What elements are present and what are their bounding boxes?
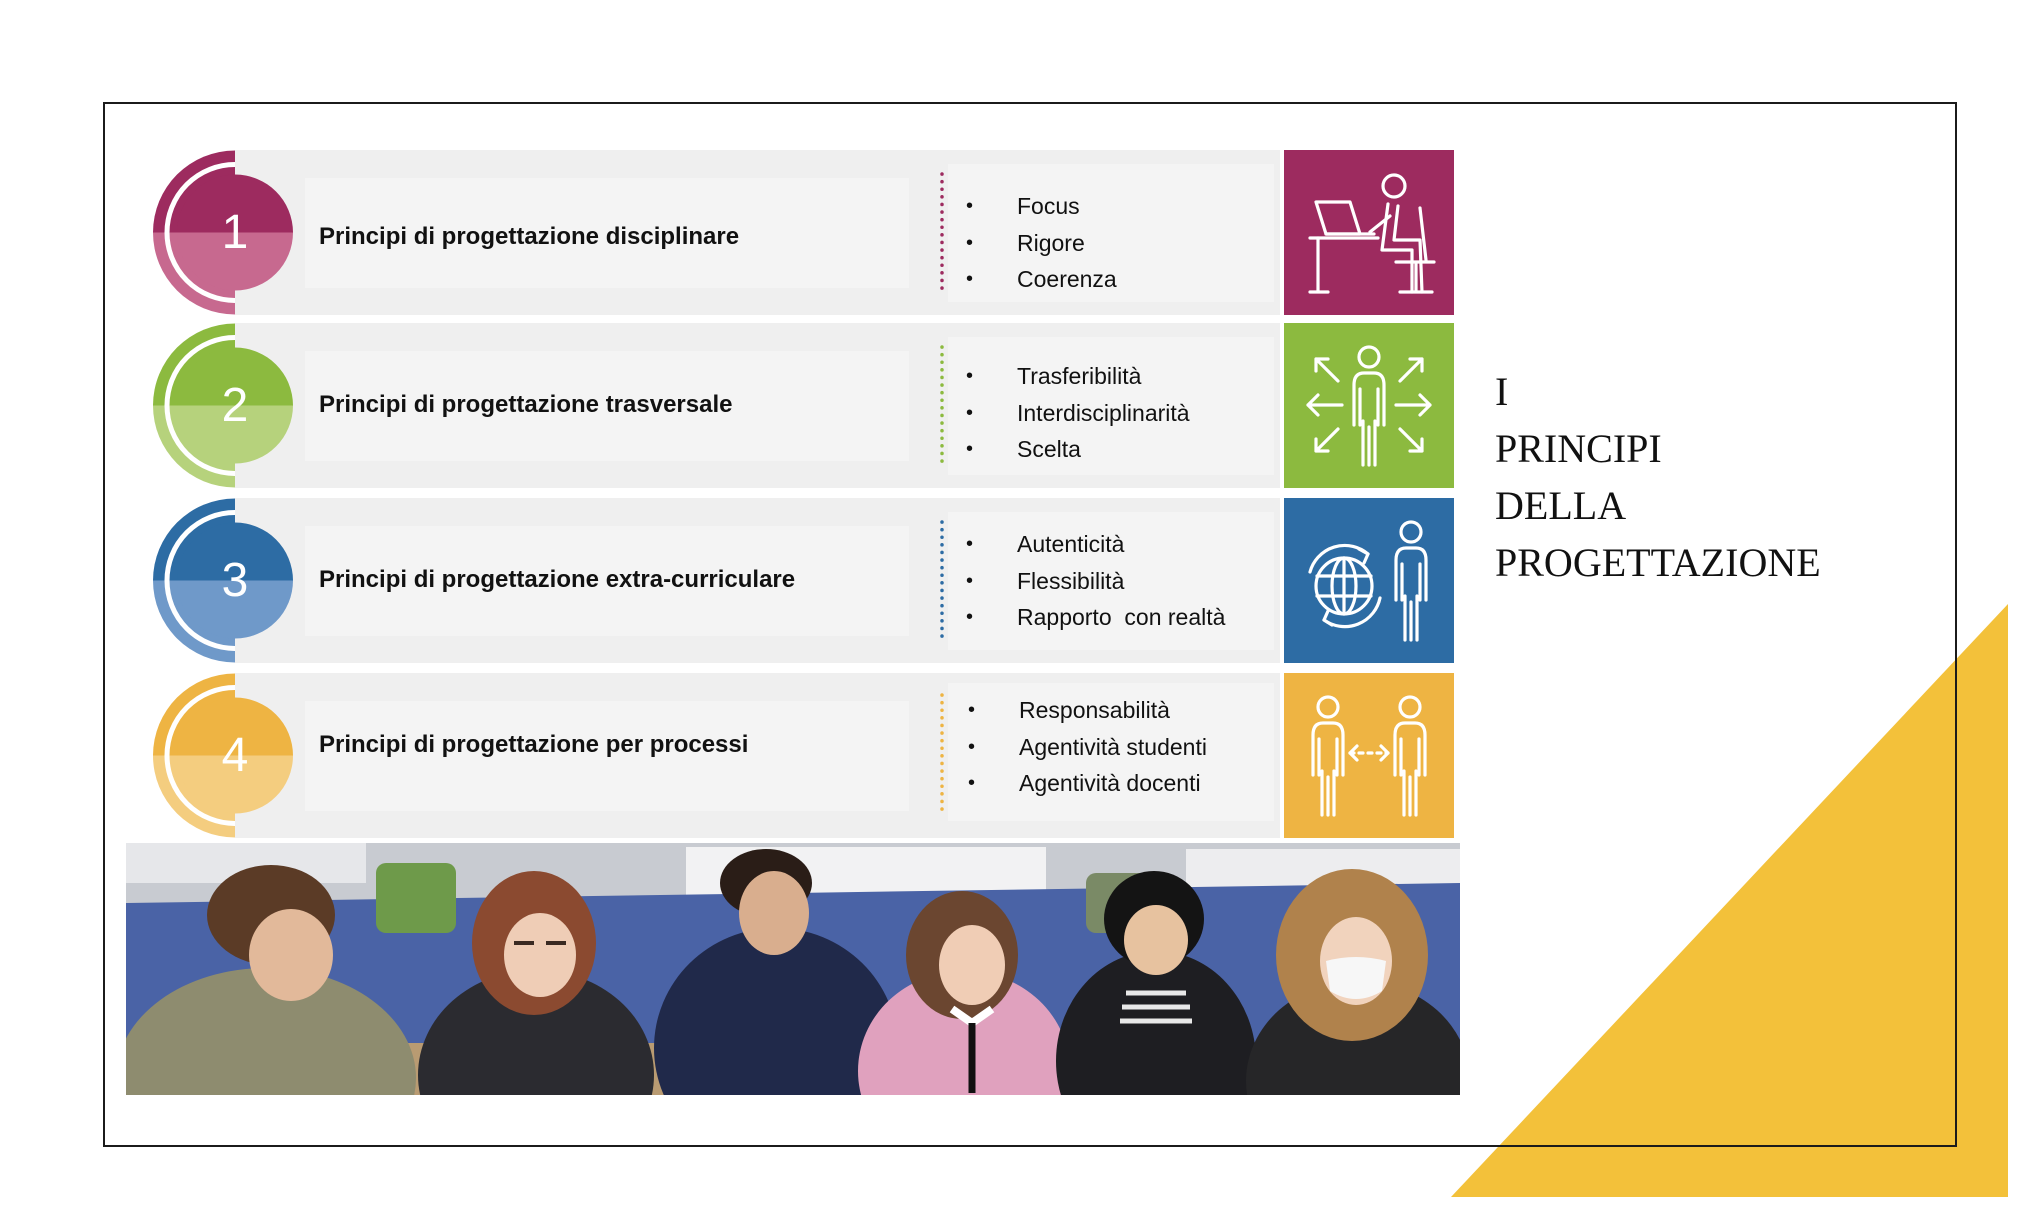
heading-line: I: [1495, 369, 1509, 414]
student-face: [739, 871, 809, 955]
list-item: • Trasferibilità: [966, 358, 1190, 395]
icon-tile: [1284, 673, 1454, 838]
principle-row-4: [0, 673, 1460, 838]
heading-line: PRINCIPI: [1495, 426, 1662, 471]
bullet-list: [966, 358, 1190, 468]
slide-heading: [1495, 363, 1821, 591]
student-face: [939, 925, 1005, 1005]
heading-line: PROGETTAZIONE: [1495, 540, 1821, 585]
row-number: 2: [221, 379, 249, 432]
list-item: • Autenticità: [966, 526, 1225, 563]
list-item: • Rigore: [966, 225, 1117, 262]
list-item: • Interdisciplinarità: [966, 395, 1190, 432]
list-item: • Responsabilità: [968, 692, 1207, 729]
row-title: Principi di progettazione trasversale: [319, 391, 733, 418]
student-mask: [1326, 957, 1386, 999]
list-item: • Flessibilità: [966, 563, 1225, 600]
row-title: Principi di progettazione extra-curriculare: [319, 566, 796, 593]
list-item: • Agentività docenti: [968, 765, 1207, 802]
student-face: [249, 909, 333, 1001]
bullet-list: [966, 526, 1225, 636]
principle-row-1: [0, 150, 1460, 315]
students-photo: [126, 843, 1460, 1095]
list-item: • Focus: [966, 188, 1117, 225]
principle-row-3: [0, 498, 1460, 663]
principle-row-2: [0, 323, 1460, 488]
accent-triangle: [1451, 604, 2008, 1197]
row-title: Principi di progettazione disciplinare: [319, 223, 740, 250]
heading-line: DELLA: [1495, 483, 1627, 528]
row-number: 1: [221, 206, 249, 259]
photo-chair: [376, 863, 456, 933]
icon-tile: [1284, 498, 1454, 663]
row-number: 4: [221, 729, 249, 782]
list-item: • Coerenza: [966, 261, 1117, 298]
bullet-list: [966, 188, 1117, 298]
student-face: [504, 913, 576, 997]
bullet-list: [968, 692, 1207, 802]
row-title: Principi di progettazione per processi: [319, 731, 749, 758]
student-face: [1124, 905, 1188, 975]
list-item: • Agentività studenti: [968, 729, 1207, 766]
list-item: • Scelta: [966, 431, 1190, 468]
row-number: 3: [221, 554, 249, 607]
list-item: • Rapporto con realtà: [966, 599, 1225, 636]
